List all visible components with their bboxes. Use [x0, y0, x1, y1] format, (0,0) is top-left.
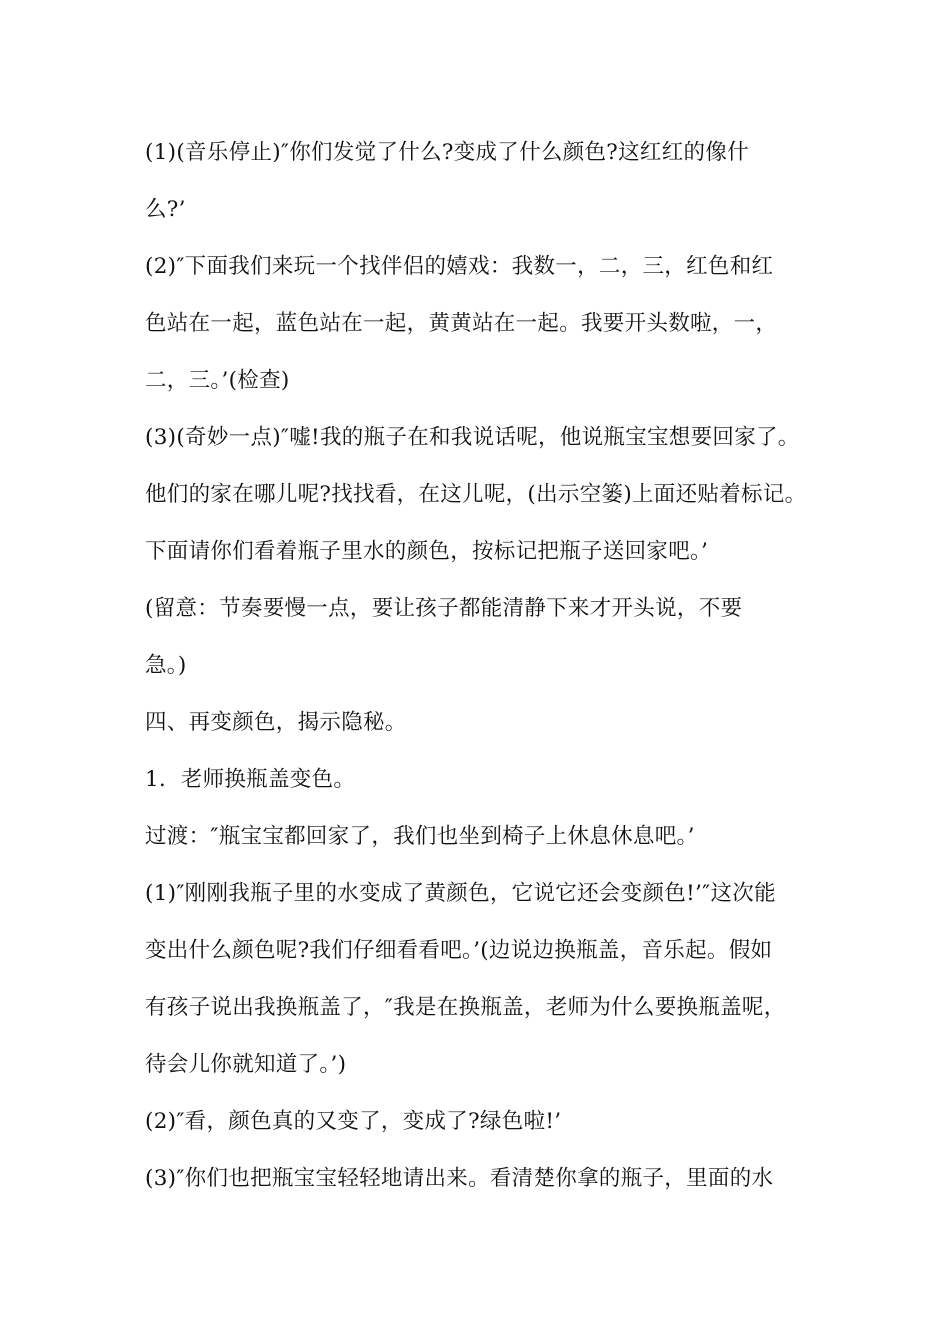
text-line-7: 他们的家在哪儿呢?找找看，在这儿呢，(出示空篓)上面还贴着标记。	[145, 482, 807, 507]
section-heading: 四、再变颜色，揭示隐秘。	[145, 710, 407, 735]
text-line-5: 二，三。’(检查)	[145, 368, 290, 393]
text-line-8: 下面请你们看着瓶子里水的颜色，按标记把瓶子送回家吧。’	[145, 539, 709, 564]
text-line-10: 急。)	[145, 653, 187, 678]
text-line-16: 有孩子说出我换瓶盖了，″我是在换瓶盖，老师为什么要换瓶盖呢，	[145, 995, 786, 1020]
text-line-4: 色站在一起，蓝色站在一起，黄黄站在一起。我要开头数啦，一，	[145, 311, 778, 336]
text-line-6: (3)(奇妙一点)″嘘!我的瓶子在和我说话呢，他说瓶宝宝想要回家了。	[145, 425, 800, 450]
text-line-3: (2)″下面我们来玩一个找伴侣的嬉戏：我数一，二，三，红色和红	[145, 254, 774, 279]
text-line-1: (1)(音乐停止)″你们发觉了什么?变成了什么颜色?这红红的像什	[145, 140, 749, 165]
text-line-14: (1)″刚刚我瓶子里的水变成了黄颜色，它说它还会变颜色!’″这次能	[145, 881, 776, 906]
text-line-17: 待会儿你就知道了。’)	[145, 1052, 347, 1077]
text-line-15: 变出什么颜色呢?我们仔细看看吧。’(边说边换瓶盖，音乐起。假如	[145, 938, 773, 963]
text-line-13: 过渡：″瓶宝宝都回家了，我们也坐到椅子上休息休息吧。’	[145, 824, 695, 849]
text-line-19: (3)″你们也把瓶宝宝轻轻地请出来。看清楚你拿的瓶子，里面的水	[145, 1166, 774, 1191]
subsection-heading: 1．老师换瓶盖变色。	[145, 767, 356, 792]
text-line-18: (2)″看，颜色真的又变了，变成了?绿色啦!’	[145, 1109, 562, 1134]
text-line-2: 么?’	[145, 197, 186, 222]
text-line-9: (留意：节奏要慢一点，要让孩子都能清静下来才开头说，不要	[145, 596, 743, 621]
